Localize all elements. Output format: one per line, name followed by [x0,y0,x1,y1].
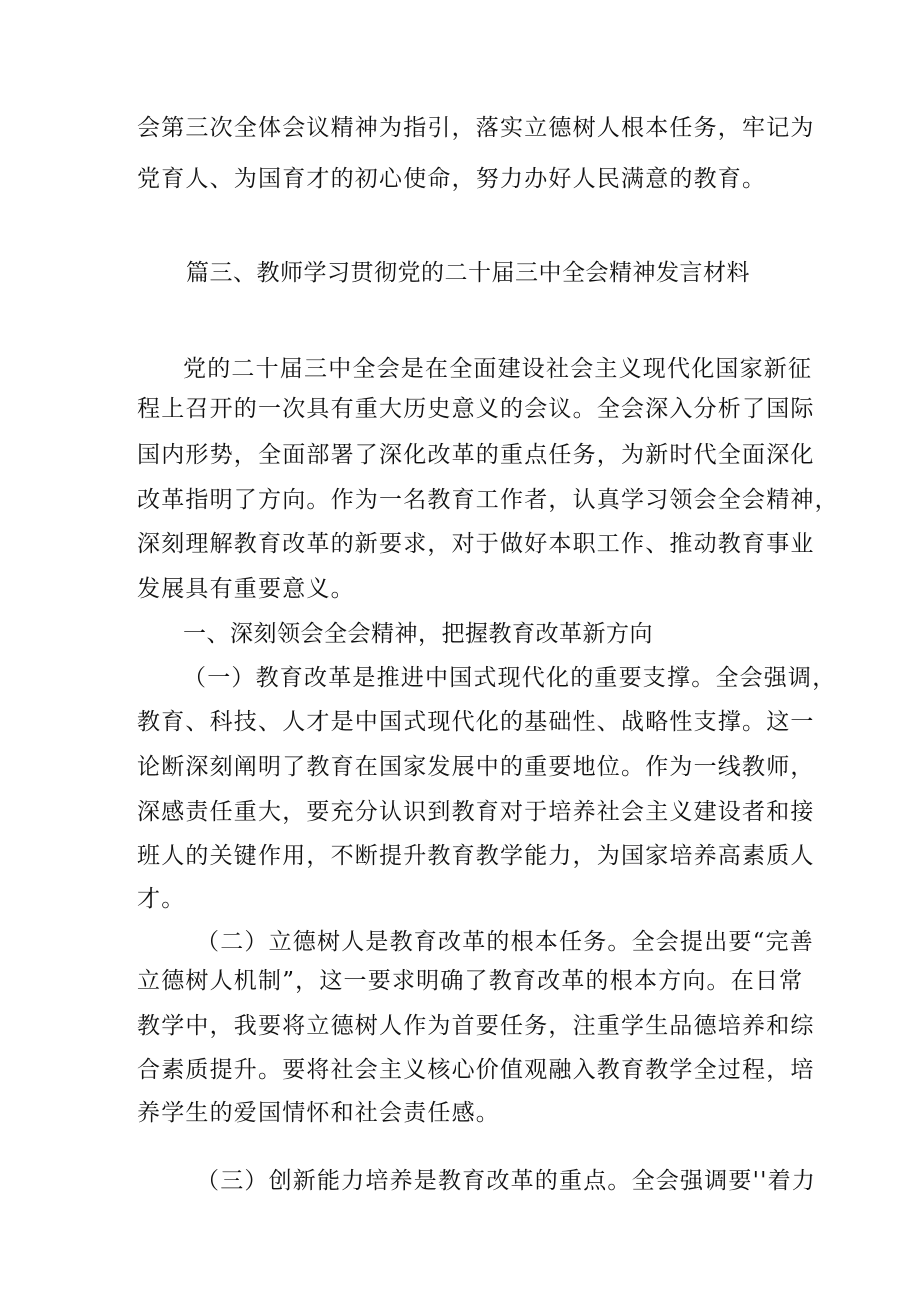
para1-line-1: 党的二十届三中全会是在全面建设社会主义现代化国家新征 [183,356,813,382]
para1-line-3: 国内形势，全面部署了深化改革的重点任务，为新时代全面深化 [137,442,815,468]
sub2-line-3: 教学中，我要将立德树人作为首要任务，注重学生品德培养和综 [137,1013,815,1039]
sub1-line-2: 教育、科技、人才是中国式现代化的基础性、战略性支撑。这一 [137,709,815,735]
sub3-line-1: （三）创新能力培养是教育改革的重点。全会强调要''着力 [196,1168,817,1194]
section-title: 篇三、教师学习贯彻党的二十届三中全会精神发言材料 [186,260,750,286]
sub2-line-2: 立德树人机制”，这一要求明确了教育改革的根本方向。在日常 [137,968,804,994]
sub2-line-4: 合素质提升。要将社会主义核心价值观融入教育教学全过程，培 [137,1057,815,1083]
para1-line-6: 发展具有重要意义。 [137,576,355,602]
para1-line-5: 深刻理解教育改革的新要求，对于做好本职工作、推动教育事业 [137,531,815,557]
para1-line-2: 程上召开的一次具有重大历史意义的会议。全会深入分析了国际 [137,396,815,422]
sub2-line-1: （二）立德树人是教育改革的根本任务。全会提出要“完善 [196,929,814,955]
intro-line-1: 会第三次全体会议精神为指引，落实立德树人根本任务，牢记为 [137,115,815,141]
sub1-line-1: （一）教育改革是推进中国式现代化的重要支撑。全会强调， [183,665,837,691]
sub1-line-6: 才。 [137,886,186,912]
intro-line-2: 党育人、为国育才的初心使命，努力办好人民满意的教育。 [137,166,767,192]
sub1-line-5: 班人的关键作用，不断提升教育教学能力，为国家培养高素质人 [137,843,815,869]
para1-line-4: 改革指明了方向。作为一名教育工作者，认真学习领会全会精神， [137,487,839,513]
sub1-line-4: 深感责任重大，要充分认识到教育对于培养社会主义建设者和接 [137,799,815,825]
sub2-line-5: 养学生的爱国情怀和社会责任感。 [137,1100,500,1126]
heading-1: 一、深刻领会全会精神，把握教育改革新方向 [183,621,653,647]
sub1-line-3: 论断深刻阐明了教育在国家发展中的重要地位。作为一线教师， [137,754,815,780]
